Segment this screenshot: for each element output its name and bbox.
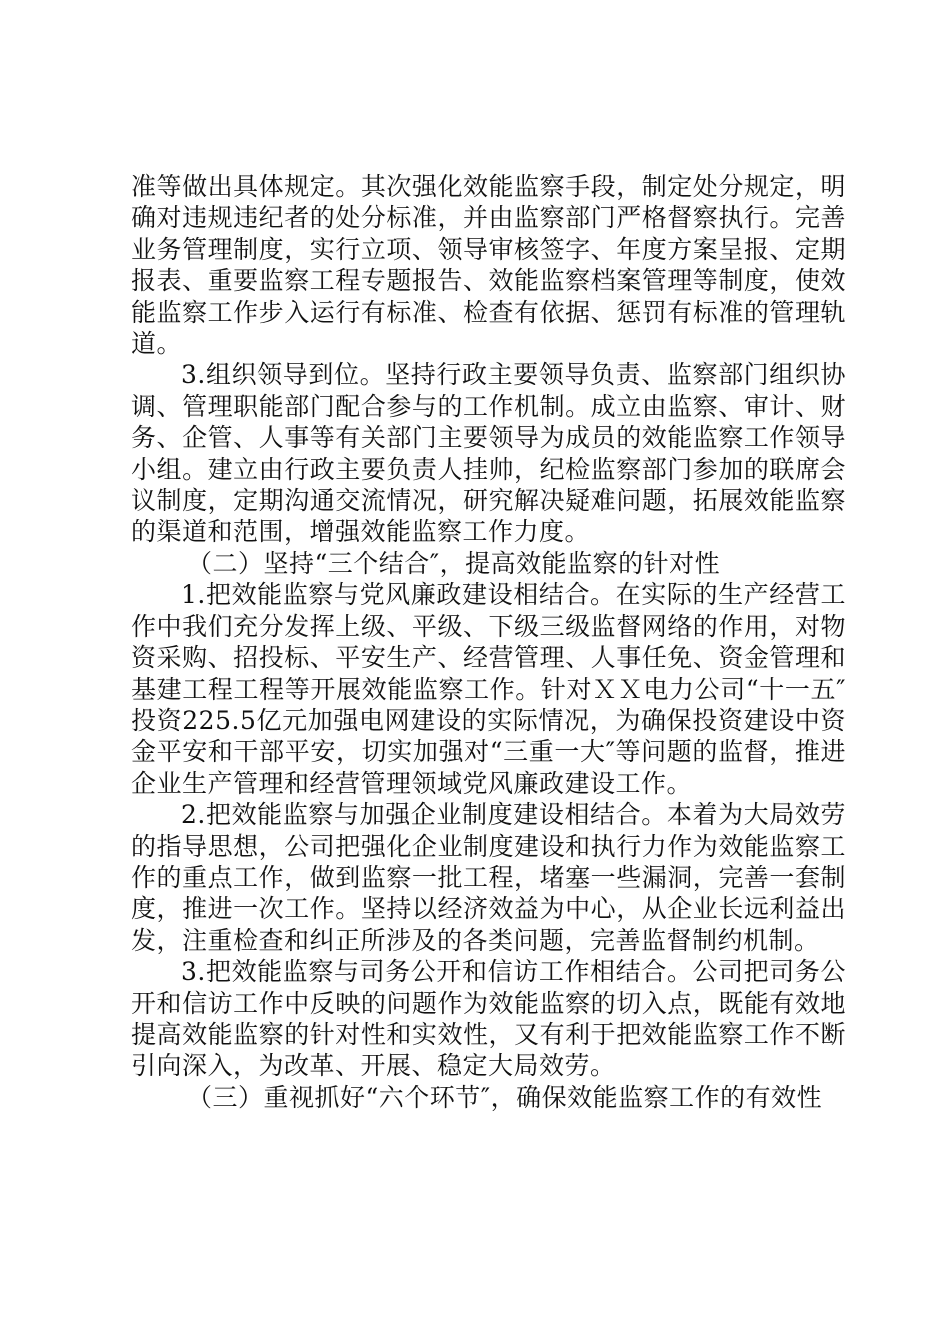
document-body [131, 171, 846, 1113]
paragraph-item-affairs-disclosure: 3.把效能监察与司务公开和信访工作相结合。公司把司务公开和信访工作中反映的问题作为效能监察的切入点，既能有效地提高效能监察的针对性和实效性，又有利于把效能监察工作不断引向深入，为改革、开展、稳定大局效劳。 [131, 957, 846, 1081]
paragraph-item-organization-leadership: 3.组织领导到位。坚持行政主要领导负责、监察部门组织协调、管理职能部门配合参与的工作机制。成立由监察、审计、财务、企管、人事等有关部门主要领导为成员的效能监察工作领导小组。建立由行政主要负责人挂帅，纪检监察部门参加的联席会议制度，定期沟通交流情况，研究解决疑难问题，拓展效能监察的渠道和范围，增强效能监察工作力度。 [131, 360, 846, 547]
paragraph-item-party-conduct: 1.把效能监察与党风廉政建设相结合。在实际的生产经营工作中我们充分发挥上级、平级、下级三级监督网络的作用，对物资采购、招投标、平安生产、经营管理、人事任免、资金管理和基建工程工程等开展效能监察工作。针对ＸＸ电力公司“十一五″投资225.5亿元加强电网建设的实际情况，为确保投资建设中资金平安和干部平安，切实加强对“三重一大″等问题的监督，推进企业生产管理和经营管理领域党风廉政建设工作。 [131, 580, 846, 798]
section-heading-six-links: （三）重视抓好“六个环节″，确保效能监察工作的有效性 [187, 1082, 823, 1112]
section-heading-three-combinations: （二）坚持“三个结合″，提高效能监察的针对性 [187, 548, 721, 578]
paragraph-item-enterprise-system: 2.把效能监察与加强企业制度建设相结合。本着为大局效劳的指导思想，公司把强化企业制度建设和执行力作为效能监察工作的重点工作，做到监察一批工程，堵塞一些漏洞，完善一套制度，推进一次工作。坚持以经济效益为中心，从企业长远利益出发，注重检查和纠正所涉及的各类问题，完善监督制约机制。 [131, 800, 846, 955]
paragraph-continuation: 准等做出具体规定。其次强化效能监察手段，制定处分规定，明确对违规违纪者的处分标准，并由监察部门严格督察执行。完善业务管理制度，实行立项、领导审核签字、年度方案呈报、定期报表、重要监察工程专题报告、效能监察档案管理等制度，使效能监察工作步入运行有标准、检查有依据、惩罚有标准的管理轨道。 [131, 172, 846, 359]
